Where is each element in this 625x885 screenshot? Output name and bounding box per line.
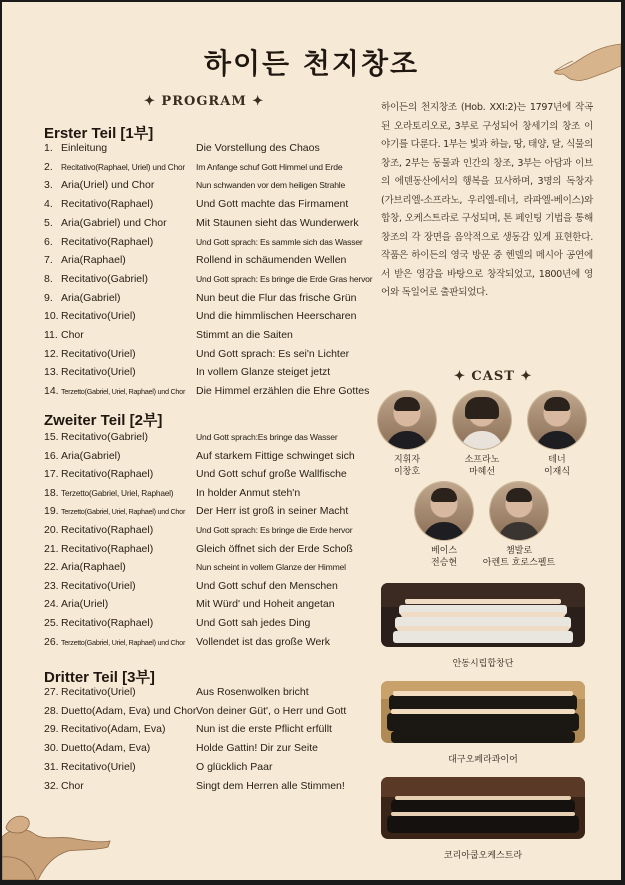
program-item — [44, 580, 359, 594]
program-item-title: Terzetto(Gabriel, Uriel, Raphael) und Chor — [61, 638, 186, 647]
program-item-title: Chor — [61, 329, 84, 341]
program-item-number: 4. — [44, 198, 53, 210]
program-item — [44, 780, 359, 794]
program-item-number: 5. — [44, 217, 53, 229]
program-item-number: 1. — [44, 142, 53, 154]
program-item-number: 28. — [44, 705, 59, 717]
program-item — [44, 179, 359, 193]
program-item-title: Aria(Raphael) — [61, 561, 126, 573]
program-item-number: 25. — [44, 617, 59, 629]
program-item-number: 19. — [44, 505, 59, 517]
program-item-german-text: Nun ist die erste Pflicht erfüllt — [196, 723, 332, 735]
program-item-title: Duetto(Adam, Eva) und Chor — [61, 705, 197, 717]
program-item — [44, 236, 363, 250]
program-item-number: 32. — [44, 780, 59, 792]
cast-name: 마혜선 — [468, 467, 496, 477]
cast-role: 테너 — [548, 455, 566, 465]
program-item-number: 30. — [44, 742, 59, 754]
program-item — [44, 217, 359, 231]
choir-photo-daegu — [381, 681, 585, 743]
program-item-german-text: Die Vorstellung des Chaos — [196, 142, 320, 154]
program-item-title: Terzetto(Gabriel, Uriel, Raphael) — [61, 488, 174, 498]
program-item-german-text: Die Himmel erzählen die Ehre Gottes — [196, 385, 370, 397]
part-3-heading: Dritter Teil [3부] — [44, 669, 155, 686]
program-item-title: Recitativo(Raphael) — [61, 236, 154, 248]
program-item — [44, 686, 359, 700]
program-item-title: Recitativo(Raphael) — [61, 468, 154, 480]
program-item — [44, 487, 359, 501]
program-item-number: 22. — [44, 561, 59, 573]
program-item — [44, 385, 370, 399]
program-item — [44, 742, 359, 756]
program-item-german-text: Und Gott schuf große Wallfische — [196, 468, 347, 480]
concert-program-page — [2, 2, 621, 880]
program-item-number: 10. — [44, 310, 59, 322]
program-item-german-text: Auf starkem Fittige schwinget sich — [196, 450, 355, 462]
program-item-title: Recitativo(Raphael) — [61, 617, 154, 629]
program-item-number: 13. — [44, 366, 59, 378]
program-item — [44, 524, 359, 538]
program-item-german-text: Rollend in schäumenden Wellen — [196, 254, 347, 266]
program-item-number: 23. — [44, 580, 59, 592]
program-item-german-text: Von deiner Güt', o Herr und Gott — [196, 705, 347, 717]
program-item — [44, 273, 373, 287]
program-item — [44, 292, 359, 306]
program-item — [44, 761, 359, 775]
program-item-number: 17. — [44, 468, 59, 480]
program-item-number: 6. — [44, 236, 53, 248]
cast-tenor — [512, 391, 602, 478]
program-item — [44, 329, 359, 343]
program-item-title: Recitativo(Gabriel) — [61, 273, 148, 285]
choir-photo-andong — [381, 583, 585, 647]
cast-cembalo — [474, 482, 564, 569]
program-item — [44, 348, 359, 362]
program-item-title: Terzetto(Gabriel, Uriel, Raphael) und Chor — [61, 507, 186, 516]
program-item-german-text: Mit Würd' und Hoheit angetan — [196, 598, 335, 610]
program-item-number: 15. — [44, 431, 59, 443]
program-item-number: 18. — [44, 487, 59, 499]
program-item — [44, 161, 359, 175]
cast-name: 이재식 — [543, 467, 571, 477]
program-item-german-text: In holder Anmut steh'n — [196, 487, 301, 499]
program-item-number: 26. — [44, 636, 59, 648]
program-item-title: Aria(Gabriel) und Chor — [61, 217, 167, 229]
program-item-title: Recitativo(Uriel) — [61, 348, 136, 360]
program-item — [44, 366, 359, 380]
program-item-title: Chor — [61, 780, 84, 792]
program-item-german-text: Und Gott sprach: Es bringe die Erde hervor — [196, 525, 353, 535]
program-item-number: 11. — [44, 329, 58, 341]
choir-caption-daegu: 대구오페라콰이어 — [448, 755, 518, 765]
program-item-number: 29. — [44, 723, 59, 735]
conductor-photo — [378, 391, 436, 449]
program-item-german-text: Und Gott sprach: Es bringe die Erde Gras hervor — [196, 274, 373, 284]
program-item — [44, 636, 359, 650]
program-item-title: Aria(Gabriel) — [61, 292, 121, 304]
program-item — [44, 723, 359, 737]
creation-adam-illustration-bottom-left — [2, 797, 112, 880]
orchestra-caption: 코리아쿱오케스트라 — [443, 851, 523, 861]
program-item-german-text: Der Herr ist groß in seiner Macht — [196, 505, 349, 517]
cast-heading: ✦ CAST ✦ — [454, 369, 533, 384]
program-item-german-text: Mit Staunen sieht das Wunderwerk — [196, 217, 359, 229]
program-item — [44, 705, 359, 719]
program-item-number: 27. — [44, 686, 59, 698]
program-item-german-text: O glücklich Paar — [196, 761, 273, 773]
program-item — [44, 468, 359, 482]
cast-role: 챔발로 — [505, 546, 533, 556]
program-item-german-text: Stimmt an die Saiten — [196, 329, 293, 341]
program-item-german-text: Vollendet ist das große Werk — [196, 636, 331, 648]
program-item-title: Recitativo(Raphael) — [61, 198, 154, 210]
program-item-number: 16. — [44, 450, 59, 462]
cast-name: 아렌트 흐로스펠트 — [482, 558, 556, 568]
program-item — [44, 561, 359, 575]
program-item-german-text: Und die himmlischen Heerscharen — [196, 310, 357, 322]
program-item-german-text: Nun beut die Flur das frische Grün — [196, 292, 357, 304]
program-item-title: Terzetto(Gabriel, Uriel, Raphael) und Chor — [61, 387, 186, 396]
program-item-title: Recitativo(Uriel) — [61, 580, 136, 592]
program-item-german-text: Nun schwanden vor dem heiligen Strahle — [196, 180, 346, 190]
program-item-german-text: Und Gott sprach: Es sei'n Lichter — [196, 348, 350, 360]
program-item-german-text: Und Gott sprach: Es sammle sich das Wasser — [196, 237, 363, 247]
program-item-german-text: Nun scheint in vollem Glanze der Himmel — [196, 562, 346, 572]
program-item-german-text: Und Gott sprach:Es bringe das Wasser — [196, 432, 338, 442]
program-item-number: 12. — [44, 348, 59, 360]
program-item — [44, 450, 359, 464]
program-item — [44, 598, 359, 612]
program-item-number: 3. — [44, 179, 53, 191]
program-heading: ✦ PROGRAM ✦ — [144, 94, 265, 109]
program-item-title: Recitativo(Raphael) — [61, 543, 154, 555]
program-item-number: 31. — [44, 761, 59, 773]
program-item-title: Recitativo(Uriel) — [61, 366, 136, 378]
program-item — [44, 198, 359, 212]
cast-role: 지휘자 — [393, 455, 421, 465]
program-item-title: Aria(Raphael) — [61, 254, 126, 266]
cast-name: 이창호 — [393, 467, 421, 477]
work-description: 하이든의 천지창조 (Hob. XXI:2)는 1797년에 작곡된 오라토리오로, 3부로 구성되어 창세기의 창조 이야기를 다룬다. 1부는 빛과 하늘, 땅, 태양, 달, 식물의 창조, 2부는 동물과 인간의 창조, 3부는 아담과 이브의 에덴동산에서의 행복을 묘사하며, 3명의 독창자(가브리엘-소프라노, 우리엘-테너, 라파엘-베이스)와 합창, 오케스트라로 구성되며, 톤 페인팅 기법을 통해 창조의 각 장면을 음악적으로 생동감 있게 표현한다. 작품은 하이든의 영국 방문 중 헨델의 메시아 공연에서 받은 영감을 바탕으로 창작되었고, 1800년에 영어와 독일어로 출판되었다. — [381, 102, 593, 298]
cembalo-photo — [490, 482, 548, 540]
program-item-number: 20. — [44, 524, 59, 536]
program-item-german-text: Und Gott schuf den Menschen — [196, 580, 338, 592]
choir-caption-andong: 안동시립합창단 — [452, 659, 514, 669]
orchestra-photo — [381, 777, 585, 839]
program-item-german-text: Und Gott machte das Firmament — [196, 198, 349, 210]
cast-role: 베이스 — [430, 546, 458, 556]
program-item-title: Recitativo(Raphael, Uriel) und Chor — [61, 162, 185, 172]
program-item — [44, 254, 359, 268]
program-item-title: Einleitung — [61, 142, 108, 154]
program-item — [44, 505, 359, 519]
page-title: 하이든 천지창조 — [203, 47, 420, 80]
program-item — [44, 142, 359, 156]
program-item-title: Duetto(Adam, Eva) — [61, 742, 151, 754]
program-item-number: 21. — [44, 543, 59, 555]
program-item-title: Recitativo(Uriel) — [61, 761, 136, 773]
program-item-title: Recitativo(Uriel) — [61, 686, 136, 698]
program-item-number: 2. — [44, 161, 53, 173]
program-item-german-text: Holde Gattin! Dir zur Seite — [196, 742, 318, 754]
program-item-german-text: Im Anfange schuf Gott Himmel und Erde — [196, 162, 343, 172]
program-item-german-text: Singt dem Herren alle Stimmen! — [196, 780, 345, 792]
program-item-title: Aria(Uriel) — [61, 598, 109, 610]
program-item — [44, 543, 359, 557]
program-item-german-text: In vollem Glanze steiget jetzt — [196, 366, 331, 378]
program-item-title: Aria(Uriel) und Chor — [61, 179, 155, 191]
cast-role: 소프라노 — [464, 455, 500, 465]
program-item-german-text: Aus Rosenwolken bricht — [196, 686, 309, 698]
part-1-heading: Erster Teil [1부] — [44, 125, 154, 142]
program-item-title: Recitativo(Uriel) — [61, 310, 136, 322]
program-item-title: Aria(Gabriel) — [61, 450, 121, 462]
program-item-number: 9. — [44, 292, 53, 304]
bass-photo — [415, 482, 473, 540]
program-item-number: 14. — [44, 385, 59, 397]
program-item-german-text: Und Gott sah jedes Ding — [196, 617, 311, 629]
program-item — [44, 617, 359, 631]
program-item-number: 24. — [44, 598, 59, 610]
cast-name: 전승현 — [430, 558, 458, 568]
soprano-photo — [453, 391, 511, 449]
tenor-photo — [528, 391, 586, 449]
program-item-number: 8. — [44, 273, 53, 285]
program-item — [44, 310, 359, 324]
program-item-german-text: Gleich öffnet sich der Erde Schoß — [196, 543, 353, 555]
program-item-title: Recitativo(Gabriel) — [61, 431, 148, 443]
program-item-title: Recitativo(Raphael) — [61, 524, 154, 536]
program-item — [44, 431, 359, 445]
part-2-heading: Zweiter Teil [2부] — [44, 412, 163, 429]
program-item-number: 7. — [44, 254, 53, 266]
program-item-title: Recitativo(Adam, Eva) — [61, 723, 166, 735]
